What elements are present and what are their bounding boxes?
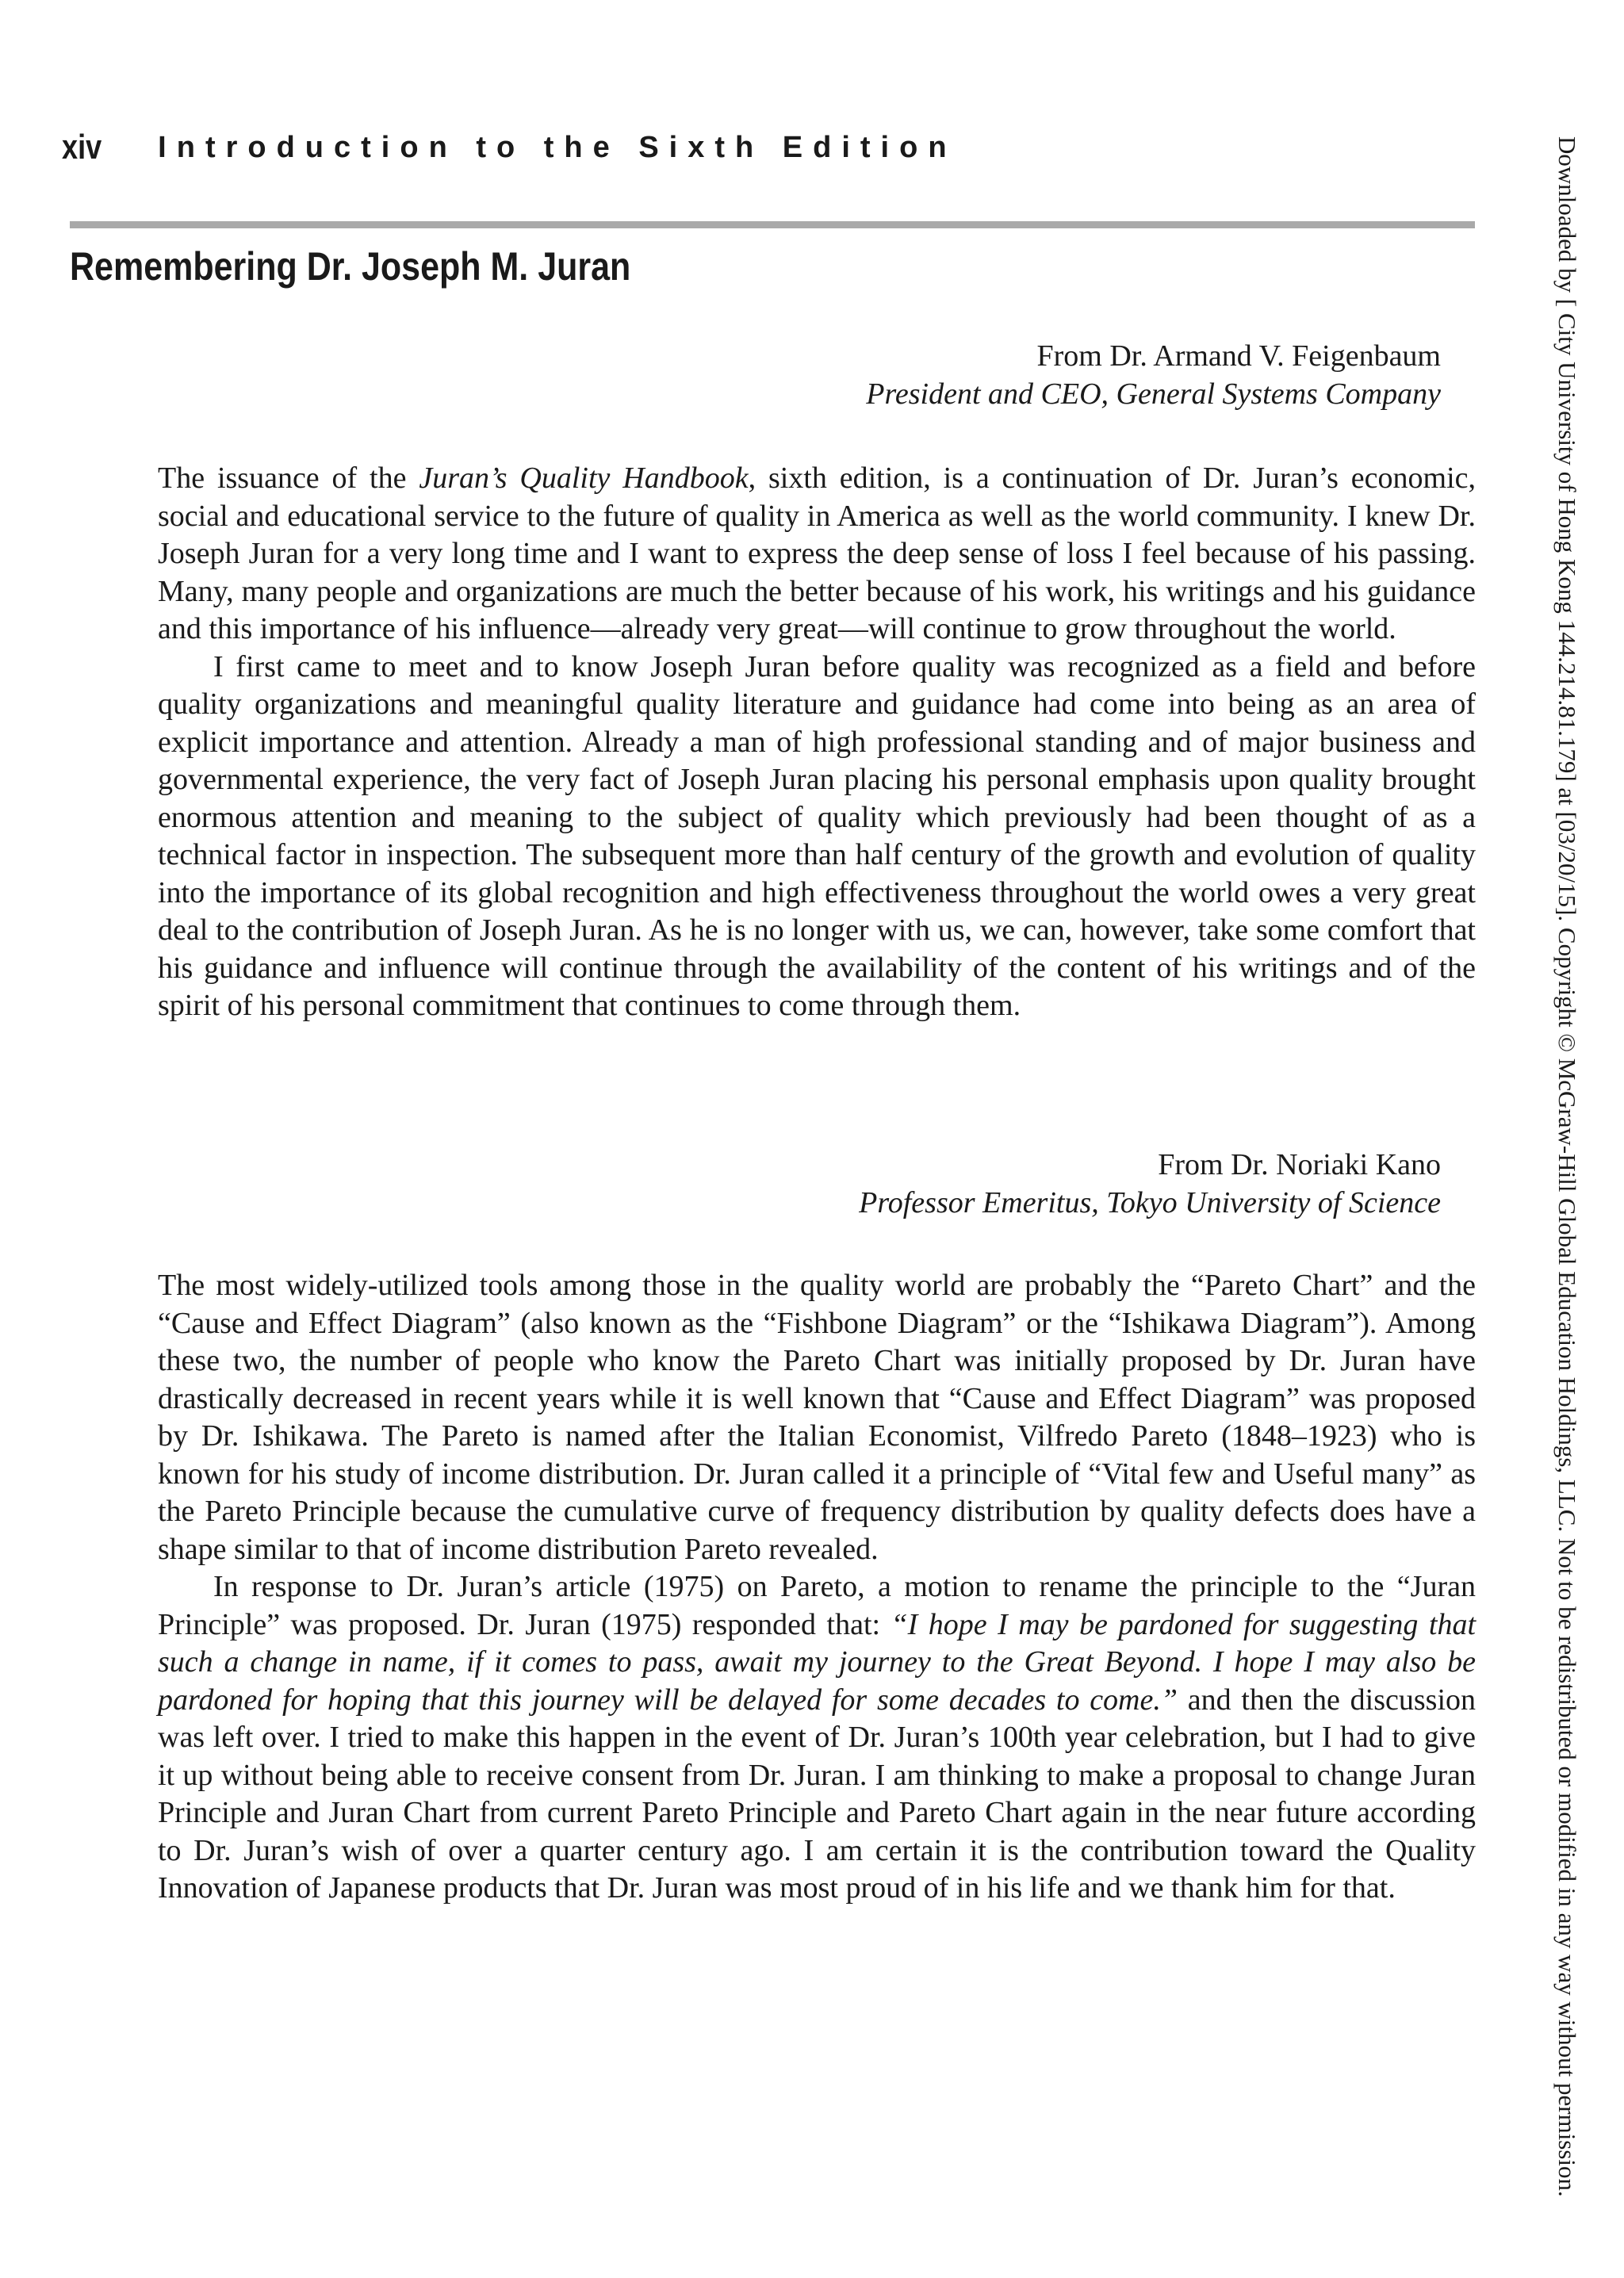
paragraph-text: In response to Dr. Juran’s article (1975) on Pareto, a motion to rename the principle to the “Juran Principle” was proposed. Dr. Juran (1975) responded that: (158, 1570, 1476, 1641)
paragraph (158, 1568, 1476, 1908)
download-notice: Downloaded by [ City University of Hong Kong 144.214.81.179] at [03/20/15]. Copyright © McGraw-Hill Global Education Holdings, LLC. Not to be redistributed or modified in any way without permission. (1553, 136, 1581, 2197)
attribution-name: From Dr. Noriaki Kano (1158, 1148, 1441, 1181)
tribute-kano-body (158, 1267, 1476, 1908)
attribution-feigenbaum (866, 337, 1441, 413)
attribution-kano (859, 1146, 1441, 1222)
paragraph-text: , sixth edition, is a continuation of Dr. Juran’s economic, social and educational service to the future of quality in America as well as the world community. I knew Dr. Joseph Juran for a very long time and I want to express the deep sense of loss I feel because of his passing. Many, many people and organizations are much the better because of his work, his writings and his guidance and this importance of his influence—already very great—will continue to grow throughout the world. (158, 461, 1476, 645)
running-title: Introduction to the Sixth Edition (158, 130, 957, 164)
paragraph: The most widely-utilized tools among those in the quality world are probably the “Pareto Chart” and the “Cause and Effect Diagram” (also known as the “Fishbone Diagram” or the “Ishikawa Diagram”). Among these two, the number of people who know the Pareto Chart was initially proposed by Dr. Juran have drastically decreased in recent years while it is well known that “Cause and Effect Diagram” was proposed by Dr. Ishikawa. The Pareto is named after the Italian Economist, Vilfredo Pareto (1848–1923) who is known for his study of income distribution. Dr. Juran called it a principle of “Vital few and Useful many” as the Pareto Principle because the cumulative curve of frequency distribution by quality defects does have a shape similar to that of income distribution Pareto revealed. (158, 1269, 1476, 1566)
paragraph-text: and then the discussion was left over. I tried to make this happen in the event of Dr. Juran’s 100th year celebration, but I had to give it up without being able to receive consent from Dr. Juran. I am thinking to make a proposal to change Juran Principle and Juran Chart from current Pareto Principle and Pareto Chart again in the near future according to Dr. Juran’s wish of over a quarter century ago. I am certain it is the contribution toward the Quality Innovation of Japanese products that Dr. Juran was most proud of in his life and we thank him for that. (158, 1683, 1477, 1905)
paragraph-text: The issuance of the (158, 461, 419, 495)
page-number: xiv (62, 128, 102, 167)
attribution-name: From Dr. Armand V. Feigenbaum (1036, 339, 1441, 373)
running-header (62, 125, 957, 170)
attribution-role: Professor Emeritus, Tokyo University of Science (859, 1186, 1441, 1219)
paragraph (158, 460, 1476, 649)
juran-quote: “I hope I may be pardoned for suggesting that such a change in name, if it comes to pass, await my journey to the Great Beyond. I hope I may also be pardoned for hoping that this journey will be delayed for some decades to come.” (158, 1607, 1477, 1717)
section-heading: Remembering Dr. Joseph M. Juran (70, 244, 631, 289)
header-rule (70, 221, 1475, 228)
tribute-feigenbaum-body (158, 460, 1476, 1025)
paragraph: I first came to meet and to know Joseph Juran before quality was recognized as a field and before quality organizations and meaningful quality literature and guidance had come into being as an area of explicit importance and attention. Already a man of high professional standing and of major business and governmental experience, the very fact of Joseph Juran placing his personal emphasis upon quality brought enormous attention and meaning to the subject of quality which previously had been thought of as a technical factor in inspection. The subsequent more than half century of the growth and evolution of quality into the importance of its global recognition and high effectiveness throughout the world owes a very great deal to the contribution of Joseph Juran. As he is no longer with us, we can, however, take some comfort that his guidance and influence will continue through the availability of the content of his writings and of the spirit of his personal commitment that continues to come through them. (158, 649, 1476, 1022)
attribution-role: President and CEO, General Systems Company (866, 377, 1441, 411)
book-title: Juran’s Quality Handbook (419, 461, 749, 495)
